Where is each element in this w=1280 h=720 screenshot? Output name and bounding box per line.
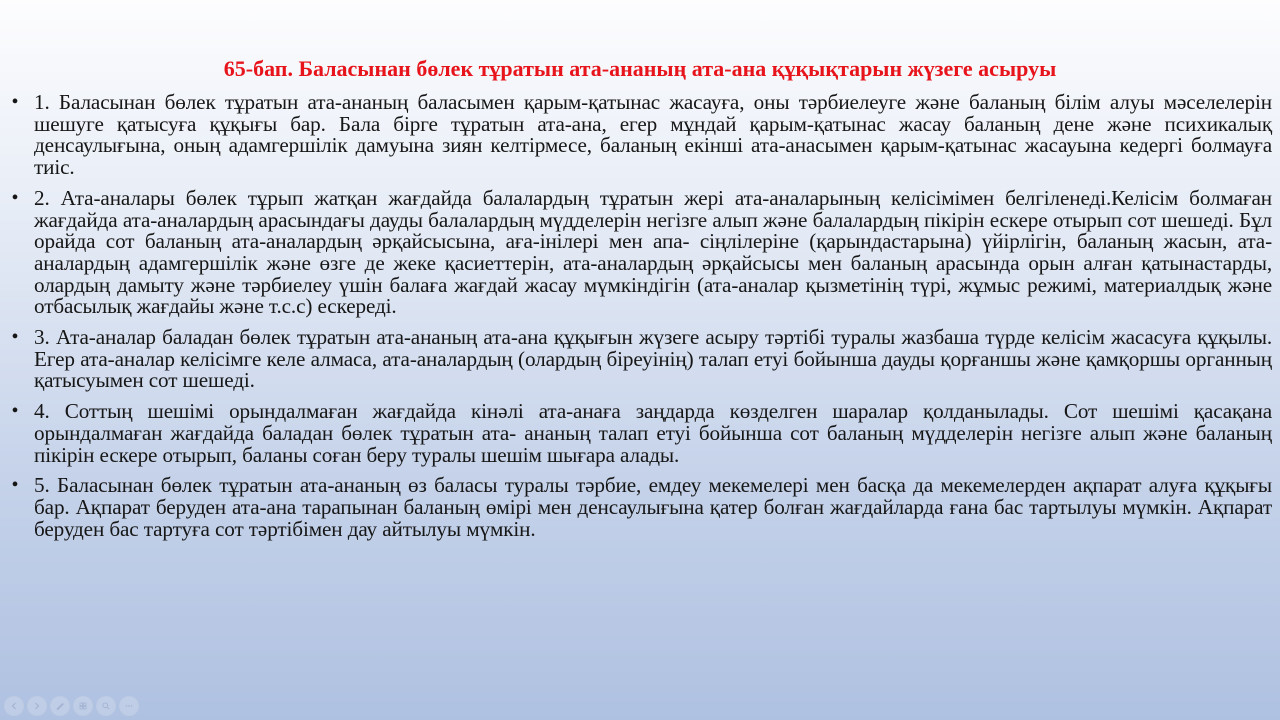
bullet-dot: • xyxy=(11,400,19,423)
arrow-left-icon xyxy=(9,701,19,711)
bullet-item-3 xyxy=(8,327,1272,392)
arrow-right-icon xyxy=(32,701,42,711)
bullet-dot: • xyxy=(11,326,19,349)
paragraph-2: 2. Ата-аналары бөлек тұрып жатқан жағдайда балалардың тұратын жері ата-аналарының келісімімен белгіленеді.Келісім болмаған жағдайда ата-аналардың арасындағы дауды балалардың мүдделерін негізге алып және балалардың пікірін ескере отырып сот шешеді. Бұл орайда сот баланың ата-аналардың әрқайсысына, аға-інілері мен апа- сіңлілеріне (қарындастарына) үйірлігін, баланың жасын, ата-аналардың адамгершілік және өзге де жеке қасиеттерін, ата-аналардың әрқайсысы мен баланың арасында орын алған қатынастарды, олардың дамыту және тәрбиелеу үшін балаға жағдай жасау мүмкіндігін (ата-аналар қызметінің түрі, жұмыс режимі, материалдық және отбасылық жағдайы және т.с.с) ескереді. xyxy=(34,185,1272,319)
paragraph-3: 3. Ата-аналар баладан бөлек тұратын ата-ананың ата-ана құқығын жүзеге асыру тәртібі туралы жазбаша түрде келісім жасасуға құқылы. Егер ата-аналар келісімге келе алмаса, ата-аналардың (олардың біреуінің) талап етуі бойынша дауды қорғаншы және қамқоршы органның қатысуымен сот шешеді. xyxy=(34,325,1272,393)
bullet-dot: • xyxy=(11,186,19,209)
bullet-dot: • xyxy=(11,91,19,113)
magnifier-icon xyxy=(101,701,111,711)
previous-slide-button[interactable] xyxy=(4,696,24,716)
paragraph-1: 1. Баласынан бөлек тұратын ата-ананың баласымен қарым-қатынас жасауға, оны тәрбиелеуге және баланың білім алуы мәселелерін шешуге қатысуға құқығы бар. Бала бірге тұратын ата-ана, егер мұндай қарым-қатынас жасау баланың дене және психикалық денсаулығына, оның адамгершілік дамуына зиян келтірмесе, баланың екінші ата-анасымен қарым-қатынас жасауына кедергі болмауға тиіс. xyxy=(34,90,1272,180)
slides-icon xyxy=(78,701,88,711)
bullet-dot: • xyxy=(11,474,19,497)
bullet-list xyxy=(8,92,1272,549)
bullet-item-5 xyxy=(8,475,1272,540)
paragraph-5: 5. Баласынан бөлек тұратын ата-ананың өз баласы туралы тәрбие, емдеу мекемелері мен басқа да мекемелерден ақпарат алуға құқығы бар. Ақпарат беруден ата-ана тарапынан баланың өмірі мен денсаулығына қатер болған жағдайларда ғана бас тартылуы мүмкін. Ақпарат беруден бас тартуға сот тәртібімен дау айтылуы мүмкін. xyxy=(34,473,1272,541)
pen-icon xyxy=(55,701,65,711)
next-slide-button[interactable] xyxy=(27,696,47,716)
see-all-slides-button[interactable] xyxy=(73,696,93,716)
slide-title: 65-бап. Баласынан бөлек тұратын ата-ананың ата-ана құқықтарын жүзеге асыруы xyxy=(223,56,1057,81)
more-icon xyxy=(124,701,134,711)
slideshow-controls xyxy=(4,696,139,716)
bullet-item-4 xyxy=(8,401,1272,466)
paragraph-4: 4. Соттың шешімі орындалмаған жағдайда кінәлі ата-анаға заңдарда көзделген шаралар қолданылады. Сот шешімі қасақана орындалмаған жағдайда баладан бөлек тұратын ата- ананың талап етуі бойынша сот баланың мүдделерін негізге алып және баланың пікірін ескере отырып, баланы соған беру туралы шешім шығара алады. xyxy=(34,399,1272,467)
bullet-item-2 xyxy=(8,185,1272,319)
bullet-item-1 xyxy=(8,92,1272,179)
zoom-button[interactable] xyxy=(96,696,116,716)
more-options-button[interactable] xyxy=(119,696,139,716)
pen-tool-button[interactable] xyxy=(50,696,70,716)
